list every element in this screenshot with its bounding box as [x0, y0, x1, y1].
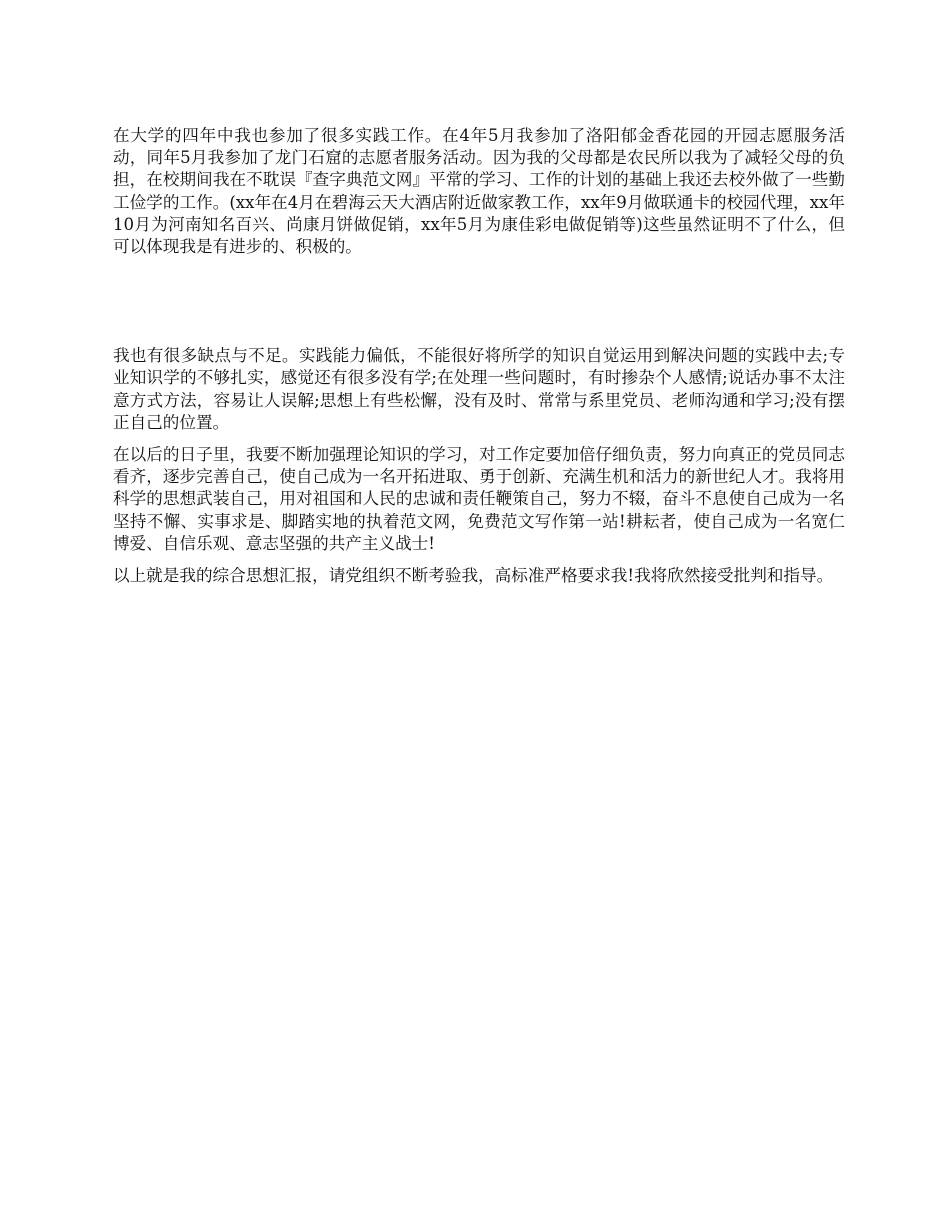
paragraph-future-plans: 在以后的日子里，我要不断加强理论知识的学习，对工作定要加倍仔细负责，努力向真正的党员同志看齐，逐步完善自己，使自己成为一名开拓进取、勇于创新、充满生机和活力的新世纪人才。我将用科学的思想武装自己，用对祖国和人民的忠诚和责任鞭策自己，努力不辍，奋斗不息使自己成为一名坚持不懈、实事求是、脚踏实地的执着范文网，免费范文写作第一站!耕耘者，使自己成为一名宽仁博爱、自信乐观、意志坚强的共产主义战士!	[113, 445, 845, 553]
paragraph-practice-experience: 在大学的四年中我也参加了很多实践工作。在4年5月我参加了洛阳郁金香花园的开园志愿服务活动，同年5月我参加了龙门石窟的志愿者服务活动。因为我的父母都是农民所以我为了减轻父母的负担，在校期间我在不耽误『查字典范文网』平常的学习、工作的计划的基础上我还去校外做了一些勤工俭学的工作。(xx年在4月在碧海云天大酒店附近做家教工作，xx年9月做联通卡的校园代理，xx年10月为河南知名百兴、尚康月饼做促销，xx年5月为康佳彩电做促销等)这些虽然证明不了什么，但可以体现我是有进步的、积极的。	[113, 126, 845, 257]
document-body	[113, 125, 845, 597]
paragraph-shortcomings: 我也有很多缺点与不足。实践能力偏低，不能很好将所学的知识自觉运用到解决问题的实践中去;专业知识学的不够扎实，感觉还有很多没有学;在处理一些问题时，有时掺杂个人感情;说话办事不太注意方式方法，容易让人误解;思想上有些松懈，没有及时、常常与系里党员、老师沟通和学习;没有摆正自己的位置。	[113, 346, 845, 432]
paragraph-conclusion: 以上就是我的综合思想汇报，请党组织不断考验我，高标准严格要求我!我将欣然接受批判和指导。	[113, 566, 834, 586]
